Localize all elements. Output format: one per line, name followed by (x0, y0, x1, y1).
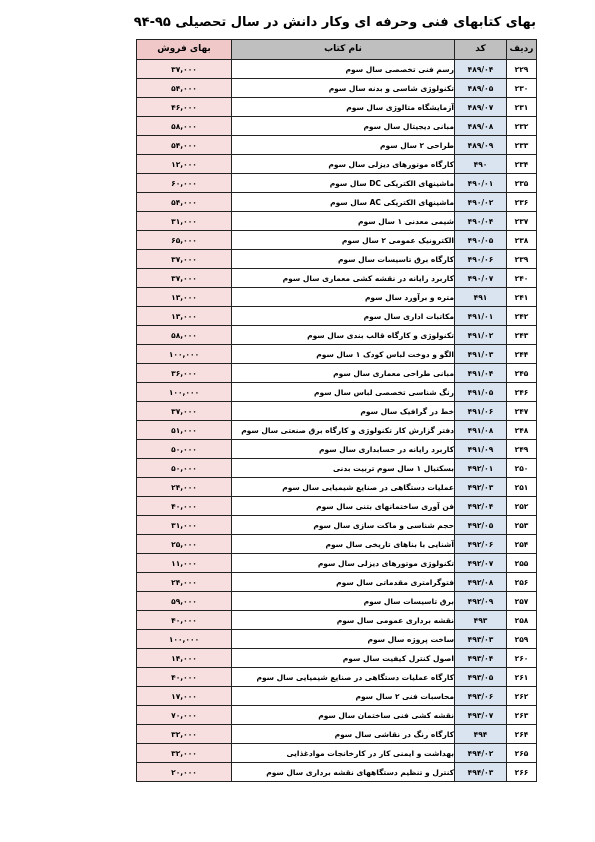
book-code-cell: ۴۹۰/۰۱ (455, 174, 507, 193)
book-name-cell: تکنولوژی شاسی و بدنه سال سوم (232, 79, 455, 98)
book-name-cell: ماشینهای الکتریکی AC سال سوم (232, 193, 455, 212)
book-code-cell: ۴۹۴/۰۳ (455, 763, 507, 782)
table-row (137, 383, 537, 402)
price-cell: ۳۷,۰۰۰ (137, 402, 232, 421)
row-number-cell: ۲۴۸ (507, 421, 537, 440)
price-cell: ۵۴,۰۰۰ (137, 79, 232, 98)
book-name-cell: کارگاه رنگ در نقاشی سال سوم (232, 725, 455, 744)
book-code-cell: ۴۹۲/۰۶ (455, 535, 507, 554)
table-row (137, 60, 537, 79)
row-number-cell: ۲۶۲ (507, 687, 537, 706)
book-name-cell: آزمایشگاه متالوژی سال سوم (232, 98, 455, 117)
book-name-cell: الکترونیک عمومی ۲ سال سوم (232, 231, 455, 250)
book-name-cell: حجم شناسی و ماکت سازی سال سوم (232, 516, 455, 535)
book-name-cell: ساخت پروژه سال سوم (232, 630, 455, 649)
book-name-cell: کارگاه موتورهای دیزلی سال سوم (232, 155, 455, 174)
price-cell: ۱۲,۰۰۰ (137, 155, 232, 174)
book-name-cell: بهداشت و ایمنی کار در کارخانجات موادغذایی (232, 744, 455, 763)
table-row (137, 440, 537, 459)
table-row (137, 421, 537, 440)
price-cell: ۱۰۰,۰۰۰ (137, 345, 232, 364)
row-number-cell: ۲۳۴ (507, 155, 537, 174)
price-cell: ۳۷,۰۰۰ (137, 60, 232, 79)
column-header-book-name: نام کتاب (232, 40, 455, 60)
table-row (137, 725, 537, 744)
table-row (137, 155, 537, 174)
row-number-cell: ۲۵۸ (507, 611, 537, 630)
book-name-cell: کارگاه عملیات دستگاهی در صنایع شیمیایی سال سوم (232, 668, 455, 687)
book-name-cell: تکنولوژی و کارگاه قالب بندی سال سوم (232, 326, 455, 345)
book-code-cell: ۴۹۱/۰۸ (455, 421, 507, 440)
price-cell: ۵۴,۰۰۰ (137, 136, 232, 155)
book-code-cell: ۴۹۳/۰۵ (455, 668, 507, 687)
price-cell: ۲۴,۰۰۰ (137, 573, 232, 592)
book-code-cell: ۴۹۰/۰۲ (455, 193, 507, 212)
table-body (137, 60, 537, 782)
column-header-code: کد (455, 40, 507, 60)
price-cell: ۱۰۰,۰۰۰ (137, 383, 232, 402)
table-row (137, 497, 537, 516)
book-code-cell: ۴۹۲/۰۱ (455, 459, 507, 478)
price-cell: ۵۴,۰۰۰ (137, 193, 232, 212)
book-name-cell: اصول کنترل کیفیت سال سوم (232, 649, 455, 668)
row-number-cell: ۲۴۷ (507, 402, 537, 421)
table-row (137, 269, 537, 288)
book-code-cell: ۴۸۹/۰۷ (455, 98, 507, 117)
row-number-cell: ۲۵۵ (507, 554, 537, 573)
table-row (137, 592, 537, 611)
price-cell: ۵۸,۰۰۰ (137, 117, 232, 136)
row-number-cell: ۲۵۱ (507, 478, 537, 497)
price-cell: ۵۰,۰۰۰ (137, 440, 232, 459)
table-row (137, 98, 537, 117)
book-code-cell: ۴۹۳/۰۶ (455, 687, 507, 706)
book-code-cell: ۴۹۱/۰۱ (455, 307, 507, 326)
book-name-cell: کنترل و تنظیم دستگاههای نقشه برداری سال سوم (232, 763, 455, 782)
book-name-cell: بسکتبال ۱ سال سوم تربیت بدنی (232, 459, 455, 478)
table-row (137, 307, 537, 326)
book-code-cell: ۴۹۱/۰۵ (455, 383, 507, 402)
book-name-cell: آشنایی با بناهای تاریخی سال سوم (232, 535, 455, 554)
row-number-cell: ۲۳۵ (507, 174, 537, 193)
book-name-cell: شیمی معدنی ۱ سال سوم (232, 212, 455, 231)
book-name-cell: متره و برآورد سال سوم (232, 288, 455, 307)
book-name-cell: برق تاسیسات سال سوم (232, 592, 455, 611)
book-name-cell: فن آوری ساختمانهای بتنی سال سوم (232, 497, 455, 516)
book-code-cell: ۴۹۳ (455, 611, 507, 630)
book-code-cell: ۴۹۰/۰۵ (455, 231, 507, 250)
price-cell: ۳۷,۰۰۰ (137, 250, 232, 269)
row-number-cell: ۲۳۸ (507, 231, 537, 250)
row-number-cell: ۲۴۹ (507, 440, 537, 459)
book-name-cell: مکاتبات اداری سال سوم (232, 307, 455, 326)
table-row (137, 402, 537, 421)
price-cell: ۷۰,۰۰۰ (137, 706, 232, 725)
table-row (137, 763, 537, 782)
column-header-row-number: ردیف (507, 40, 537, 60)
book-name-cell: ماشینهای الکتریکی DC سال سوم (232, 174, 455, 193)
price-cell: ۵۹,۰۰۰ (137, 592, 232, 611)
table-row (137, 573, 537, 592)
book-code-cell: ۴۹۴/۰۲ (455, 744, 507, 763)
table-row (137, 668, 537, 687)
row-number-cell: ۲۵۷ (507, 592, 537, 611)
book-code-cell: ۴۹۱/۰۹ (455, 440, 507, 459)
price-cell: ۴۰,۰۰۰ (137, 497, 232, 516)
price-cell: ۵۸,۰۰۰ (137, 326, 232, 345)
table-row (137, 649, 537, 668)
table-row (137, 478, 537, 497)
price-cell: ۱۳,۰۰۰ (137, 288, 232, 307)
table-row (137, 326, 537, 345)
book-name-cell: نقشه کشی فنی ساختمان سال سوم (232, 706, 455, 725)
row-number-cell: ۲۴۳ (507, 326, 537, 345)
price-cell: ۳۱,۰۰۰ (137, 516, 232, 535)
price-cell: ۲۰,۰۰۰ (137, 763, 232, 782)
book-code-cell: ۴۸۹/۰۵ (455, 79, 507, 98)
price-cell: ۱۷,۰۰۰ (137, 687, 232, 706)
price-cell: ۱۱,۰۰۰ (137, 554, 232, 573)
book-name-cell: دفتر گزارش کار تکنولوژی و کارگاه برق صنعتی سال سوم (232, 421, 455, 440)
price-cell: ۳۶,۰۰۰ (137, 364, 232, 383)
book-code-cell: ۴۹۳/۰۳ (455, 630, 507, 649)
table-row (137, 706, 537, 725)
table-header-row (137, 40, 537, 60)
book-code-cell: ۴۹۱/۰۲ (455, 326, 507, 345)
book-name-cell: کاربرد رایانه در حسابداری سال سوم (232, 440, 455, 459)
row-number-cell: ۲۴۲ (507, 307, 537, 326)
price-cell: ۵۱,۰۰۰ (137, 421, 232, 440)
row-number-cell: ۲۵۶ (507, 573, 537, 592)
table-row (137, 79, 537, 98)
table-row (137, 516, 537, 535)
price-cell: ۲۴,۰۰۰ (137, 478, 232, 497)
price-cell: ۱۴,۰۰۰ (137, 649, 232, 668)
book-name-cell: مبانی طراحی معماری سال سوم (232, 364, 455, 383)
book-name-cell: کاربرد رایانه در نقشه کشی معماری سال سوم (232, 269, 455, 288)
row-number-cell: ۲۶۳ (507, 706, 537, 725)
book-code-cell: ۴۹۱/۰۳ (455, 345, 507, 364)
book-name-cell: خط در گرافیک سال سوم (232, 402, 455, 421)
price-cell: ۱۰۰,۰۰۰ (137, 630, 232, 649)
book-name-cell: محاسبات فنی ۲ سال سوم (232, 687, 455, 706)
price-cell: ۶۰,۰۰۰ (137, 174, 232, 193)
table-row (137, 212, 537, 231)
row-number-cell: ۲۳۳ (507, 136, 537, 155)
book-code-cell: ۴۹۰/۰۴ (455, 212, 507, 231)
row-number-cell: ۲۵۹ (507, 630, 537, 649)
row-number-cell: ۲۲۹ (507, 60, 537, 79)
book-code-cell: ۴۸۹/۰۴ (455, 60, 507, 79)
book-code-cell: ۴۹۲/۰۸ (455, 573, 507, 592)
book-code-cell: ۴۹۲/۰۹ (455, 592, 507, 611)
row-number-cell: ۲۴۴ (507, 345, 537, 364)
book-code-cell: ۴۹۱ (455, 288, 507, 307)
price-cell: ۲۵,۰۰۰ (137, 535, 232, 554)
row-number-cell: ۲۳۰ (507, 79, 537, 98)
row-number-cell: ۲۳۲ (507, 117, 537, 136)
row-number-cell: ۲۴۰ (507, 269, 537, 288)
book-name-cell: نقشه برداری عمومی سال سوم (232, 611, 455, 630)
row-number-cell: ۲۴۶ (507, 383, 537, 402)
book-name-cell: کارگاه برق تاسیسات سال سوم (232, 250, 455, 269)
book-code-cell: ۴۹۰/۰۶ (455, 250, 507, 269)
book-name-cell: طراحی ۲ سال سوم (232, 136, 455, 155)
table-row (137, 250, 537, 269)
page-title: بهای کتابهای فنی وحرفه ای وکار دانش در سال تحصیلی ۹۵-۹۴ (133, 15, 536, 30)
table-row (137, 554, 537, 573)
price-cell: ۳۷,۰۰۰ (137, 269, 232, 288)
row-number-cell: ۲۶۱ (507, 668, 537, 687)
book-name-cell: عملیات دستگاهی در صنایع شیمیایی سال سوم (232, 478, 455, 497)
row-number-cell: ۲۴۱ (507, 288, 537, 307)
row-number-cell: ۲۳۷ (507, 212, 537, 231)
table-row (137, 459, 537, 478)
book-code-cell: ۴۹۳/۰۴ (455, 649, 507, 668)
column-header-price: بهای فروش (137, 40, 232, 60)
table-row (137, 630, 537, 649)
row-number-cell: ۲۳۱ (507, 98, 537, 117)
book-code-cell: ۴۸۹/۰۹ (455, 136, 507, 155)
price-cell: ۴۶,۰۰۰ (137, 98, 232, 117)
table-row (137, 611, 537, 630)
row-number-cell: ۲۵۰ (507, 459, 537, 478)
book-name-cell: فتوگرامتری مقدماتی سال سوم (232, 573, 455, 592)
row-number-cell: ۲۶۶ (507, 763, 537, 782)
book-name-cell: رنگ شناسی تخصصی لباس سال سوم (232, 383, 455, 402)
book-code-cell: ۴۹۱/۰۶ (455, 402, 507, 421)
book-code-cell: ۴۹۲/۰۳ (455, 478, 507, 497)
price-cell: ۴۰,۰۰۰ (137, 668, 232, 687)
price-cell: ۴۰,۰۰۰ (137, 611, 232, 630)
row-number-cell: ۲۳۹ (507, 250, 537, 269)
books-price-table (136, 39, 537, 782)
book-name-cell: تکنولوژی موتورهای دیزلی سال سوم (232, 554, 455, 573)
book-code-cell: ۴۹۲/۰۵ (455, 516, 507, 535)
price-cell: ۳۲,۰۰۰ (137, 725, 232, 744)
table-row (137, 136, 537, 155)
table-row (137, 288, 537, 307)
book-code-cell: ۴۹۲/۰۷ (455, 554, 507, 573)
table-row (137, 744, 537, 763)
book-code-cell: ۴۹۲/۰۴ (455, 497, 507, 516)
table-row (137, 117, 537, 136)
price-cell: ۶۵,۰۰۰ (137, 231, 232, 250)
row-number-cell: ۲۶۵ (507, 744, 537, 763)
row-number-cell: ۲۳۶ (507, 193, 537, 212)
table-row (137, 231, 537, 250)
book-name-cell: مبانی دیجیتال سال سوم (232, 117, 455, 136)
row-number-cell: ۲۵۳ (507, 516, 537, 535)
price-cell: ۳۱,۰۰۰ (137, 212, 232, 231)
row-number-cell: ۲۶۰ (507, 649, 537, 668)
book-name-cell: رسم فنی تخصصی سال سوم (232, 60, 455, 79)
book-code-cell: ۴۹۰/۰۷ (455, 269, 507, 288)
row-number-cell: ۲۴۵ (507, 364, 537, 383)
price-cell: ۱۳,۰۰۰ (137, 307, 232, 326)
price-cell: ۳۲,۰۰۰ (137, 744, 232, 763)
table-row (137, 364, 537, 383)
table-row (137, 535, 537, 554)
table-row (137, 687, 537, 706)
book-code-cell: ۴۹۰ (455, 155, 507, 174)
price-cell: ۵۰,۰۰۰ (137, 459, 232, 478)
book-code-cell: ۴۹۴ (455, 725, 507, 744)
book-code-cell: ۴۹۳/۰۷ (455, 706, 507, 725)
row-number-cell: ۲۵۴ (507, 535, 537, 554)
book-code-cell: ۴۸۹/۰۸ (455, 117, 507, 136)
row-number-cell: ۲۶۴ (507, 725, 537, 744)
book-name-cell: الگو و دوخت لباس کودک ۱ سال سوم (232, 345, 455, 364)
table-row (137, 345, 537, 364)
row-number-cell: ۲۵۲ (507, 497, 537, 516)
table-row (137, 174, 537, 193)
book-code-cell: ۴۹۱/۰۴ (455, 364, 507, 383)
table-row (137, 193, 537, 212)
